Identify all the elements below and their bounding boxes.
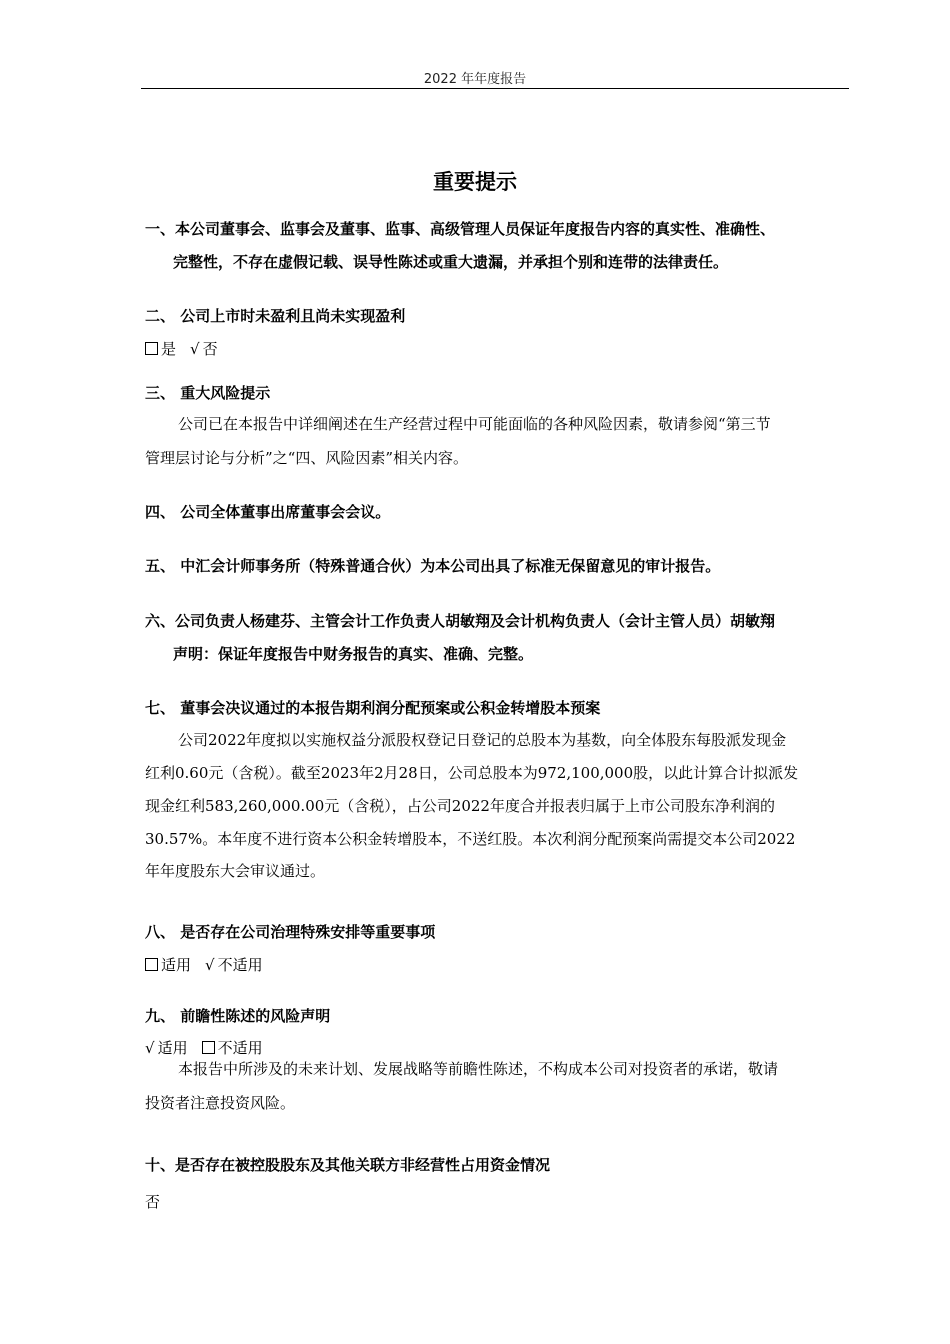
sec1-line1: 一、本公司董事会、监事会及董事、监事、高级管理人员保证年度报告内容的真实性、准确性、 (145, 220, 776, 238)
option-applicable-label: 适用 (161, 956, 192, 974)
checkmark-icon: √ (205, 956, 215, 974)
page-title: 重要提示 (433, 170, 517, 194)
sec7-para-line4: 30.57%。本年度不进行资本公积金转增股本，不送红股。本次利润分配预案尚需提交本公司2022 (145, 830, 796, 848)
sec7-heading: 七、 董事会决议通过的本报告期利润分配预案或公积金转增股本预案 (145, 699, 601, 717)
sec3-heading: 三、 重大风险提示 (145, 384, 271, 402)
sec7-para-line5: 年年度股东大会审议通过。 (145, 862, 326, 880)
running-header: 2022 年年度报告 (423, 72, 527, 87)
sec7-para-line2: 红利0.60元（含税）。截至2023年2月28日，公司总股本为972,100,000股，以此计算合计拟派发 (145, 764, 799, 782)
sec9-heading: 九、 前瞻性陈述的风险声明 (145, 1007, 331, 1025)
option-not-applicable-label: 不适用 (217, 956, 263, 974)
option-no-label: 否 (202, 340, 218, 358)
sec9-para-line2: 投资者注意投资风险。 (145, 1094, 296, 1112)
sec2-heading: 二、 公司上市时未盈利且尚未实现盈利 (145, 307, 406, 325)
sec9-para-line1: 本报告中所涉及的未来计划、发展战略等前瞻性陈述，不构成本公司对投资者的承诺，敬请 (178, 1060, 779, 1078)
checkbox-unchecked-icon (202, 1041, 215, 1054)
option-not-applicable-label: 不适用 (217, 1039, 263, 1057)
checkbox-unchecked-icon (145, 342, 158, 355)
sec7-para-line1: 公司2022年度拟以实施权益分派股权登记日登记的总股本为基数，向全体股东每股派发现金 (178, 731, 787, 749)
option-yes-label: 是 (161, 340, 177, 358)
sec1-line2: 完整性，不存在虚假记载、误导性陈述或重大遗漏，并承担个别和连带的法律责任。 (173, 253, 729, 271)
checkmark-icon: √ (190, 340, 200, 358)
sec6-line1: 六、公司负责人杨建芬、主管会计工作负责人胡敏翔及会计机构负责人（会计主管人员）胡敏翔 (145, 612, 776, 630)
sec8-options (145, 954, 263, 975)
checkbox-unchecked-icon (145, 958, 158, 971)
sec10-heading: 十、是否存在被控股股东及其他关联方非经营性占用资金情况 (145, 1156, 551, 1174)
sec10-answer: 否 (145, 1193, 161, 1211)
sec4-heading: 四、 公司全体董事出席董事会会议。 (145, 503, 391, 521)
sec9-options (145, 1037, 263, 1058)
sec8-heading: 八、 是否存在公司治理特殊安排等重要事项 (145, 923, 436, 941)
checkmark-icon: √ (145, 1039, 155, 1057)
sec3-para-line2: 管理层讨论与分析”之“四、风险因素”相关内容。 (145, 449, 469, 467)
sec5-heading: 五、 中汇会计师事务所（特殊普通合伙）为本公司出具了标准无保留意见的审计报告。 (145, 557, 721, 575)
sec7-para-line3: 现金红利583,260,000.00元（含税），占公司2022年度合并报表归属于上市公司股东净利润的 (145, 797, 775, 815)
sec3-para-line1: 公司已在本报告中详细阐述在生产经营过程中可能面临的各种风险因素，敬请参阅“第三节 (178, 415, 771, 433)
header-divider (141, 88, 849, 89)
option-applicable-label: 适用 (157, 1039, 188, 1057)
sec6-line2: 声明：保证年度报告中财务报告的真实、准确、完整。 (173, 645, 534, 663)
sec2-options (145, 338, 218, 359)
